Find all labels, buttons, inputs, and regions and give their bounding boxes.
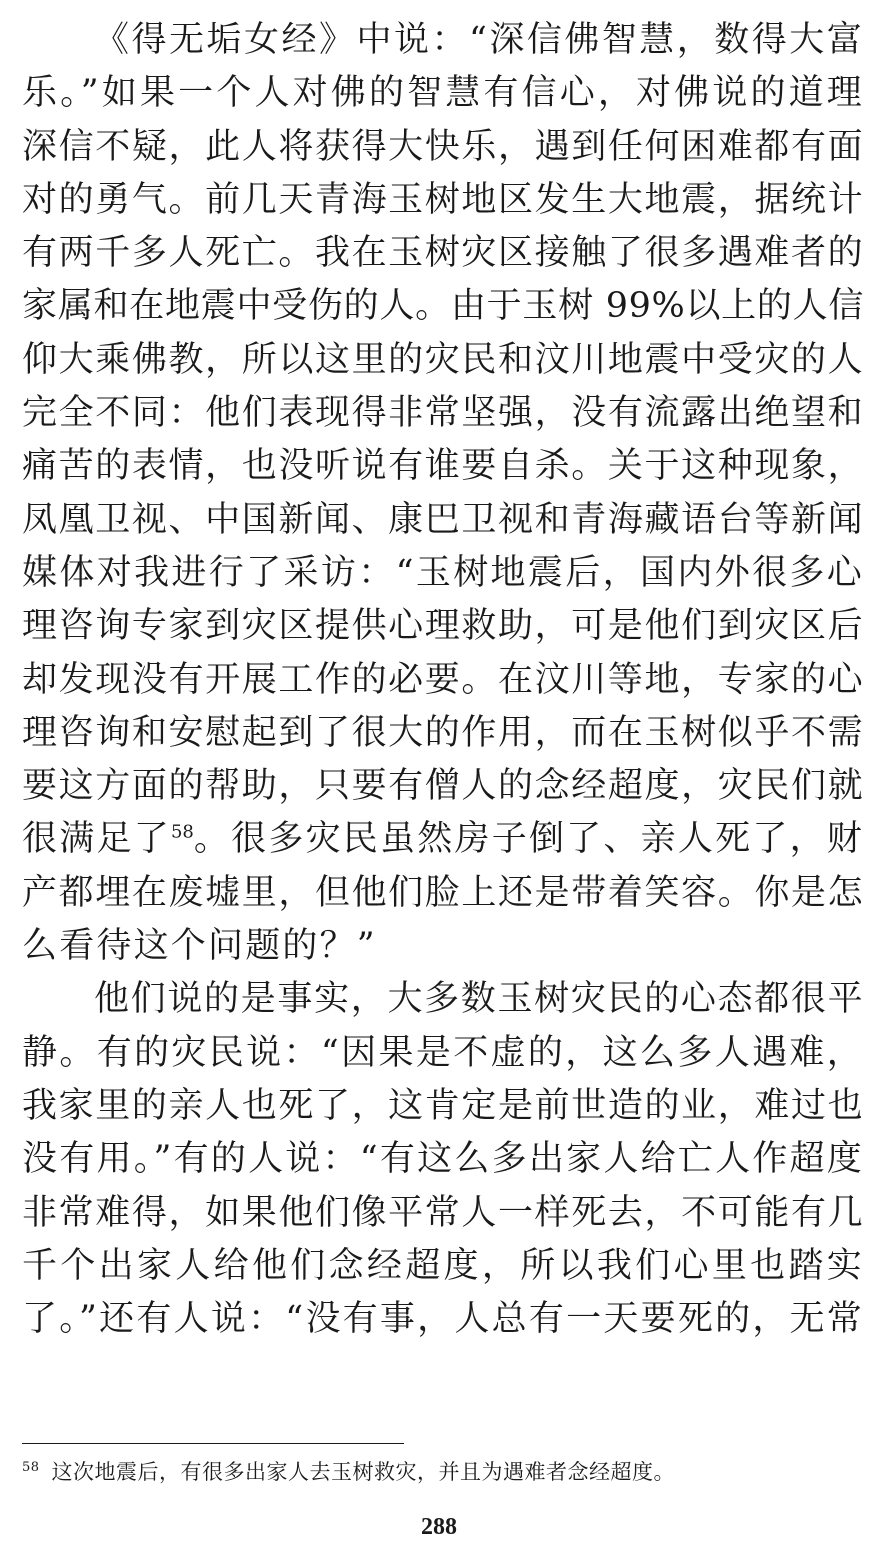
text-line: 媒体对我进行了采访：“玉树地震后，国内外很多心 — [22, 552, 864, 593]
text-line: 么看待这个问题的？” — [22, 926, 377, 967]
text-line: 凤凰卫视、中国新闻、康巴卫视和青海藏语台等新闻 — [22, 499, 864, 540]
footnote — [22, 1458, 675, 1486]
text-line: 千个出家人给他们念经超度，所以我们心里也踏实 — [22, 1245, 864, 1286]
text-line: 却发现没有开展工作的必要。在汶川等地，专家的心 — [22, 659, 864, 700]
text-line: 产都埋在废墟里，但他们脸上还是带着笑容。你是怎 — [22, 872, 864, 913]
text-segment: 很满足了 — [22, 819, 171, 860]
text-line: 静。有的灾民说：“因果是不虚的，这么多人遇难， — [22, 1032, 864, 1073]
text-line-with-footnote — [22, 813, 864, 866]
text-segment: 。很多灾民虽然房子倒了、亲人死了，财 — [193, 819, 864, 860]
text-line: 了。”还有人说：“没有事，人总有一天要死的，无常 — [22, 1299, 864, 1340]
text-line: 他们说的是事实，大多数玉树灾民的心态都很平 — [94, 979, 864, 1020]
text-line: 有两千多人死亡。我在玉树灾区接触了很多遇难者的 — [22, 233, 864, 274]
footnote-divider — [22, 1443, 404, 1444]
text-line: 理咨询专家到灾区提供心理救助，可是他们到灾区后 — [22, 606, 864, 647]
text-line: 深信不疑，此人将获得大快乐，遇到任何困难都有面 — [22, 126, 864, 167]
text-line: 痛苦的表情，也没听说有谁要自杀。关于这种现象， — [22, 446, 864, 487]
text-line: 乐。”如果一个人对佛的智慧有信心，对佛说的道理 — [22, 73, 864, 114]
footnote-number: 58 — [22, 1460, 40, 1475]
footnote-text: 这次地震后，有很多出家人去玉树救灾，并且为遇难者念经超度。 — [51, 1460, 676, 1484]
text-line: 要这方面的帮助，只要有僧人的念经超度，灾民们就 — [22, 766, 864, 807]
text-line: 完全不同：他们表现得非常坚强，没有流露出绝望和 — [22, 393, 864, 434]
text-line: 理咨询和安慰起到了很大的作用，而在玉树似乎不需 — [22, 712, 864, 753]
text-line: 家属和在地震中受伤的人。由于玉树 99%以上的人信 — [22, 286, 864, 327]
main-text — [22, 14, 864, 1346]
text-line: 对的勇气。前几天青海玉树地区发生大地震，据统计 — [22, 179, 864, 220]
text-line: 我家里的亲人也死了，这肯定是前世造的业，难过也 — [22, 1085, 864, 1126]
footnote-reference[interactable]: 58 — [170, 821, 194, 843]
text-line: 没有用。”有的人说：“有这么多出家人给亡人作超度 — [22, 1139, 864, 1180]
text-line: 仰大乘佛教，所以这里的灾民和汶川地震中受灾的人 — [22, 339, 864, 380]
text-line: 非常难得，如果他们像平常人一样死去，不可能有几 — [22, 1192, 864, 1233]
text-line: 《得无垢女经》中说：“深信佛智慧，数得大富 — [94, 20, 864, 60]
page-number: 288 — [421, 1514, 457, 1540]
